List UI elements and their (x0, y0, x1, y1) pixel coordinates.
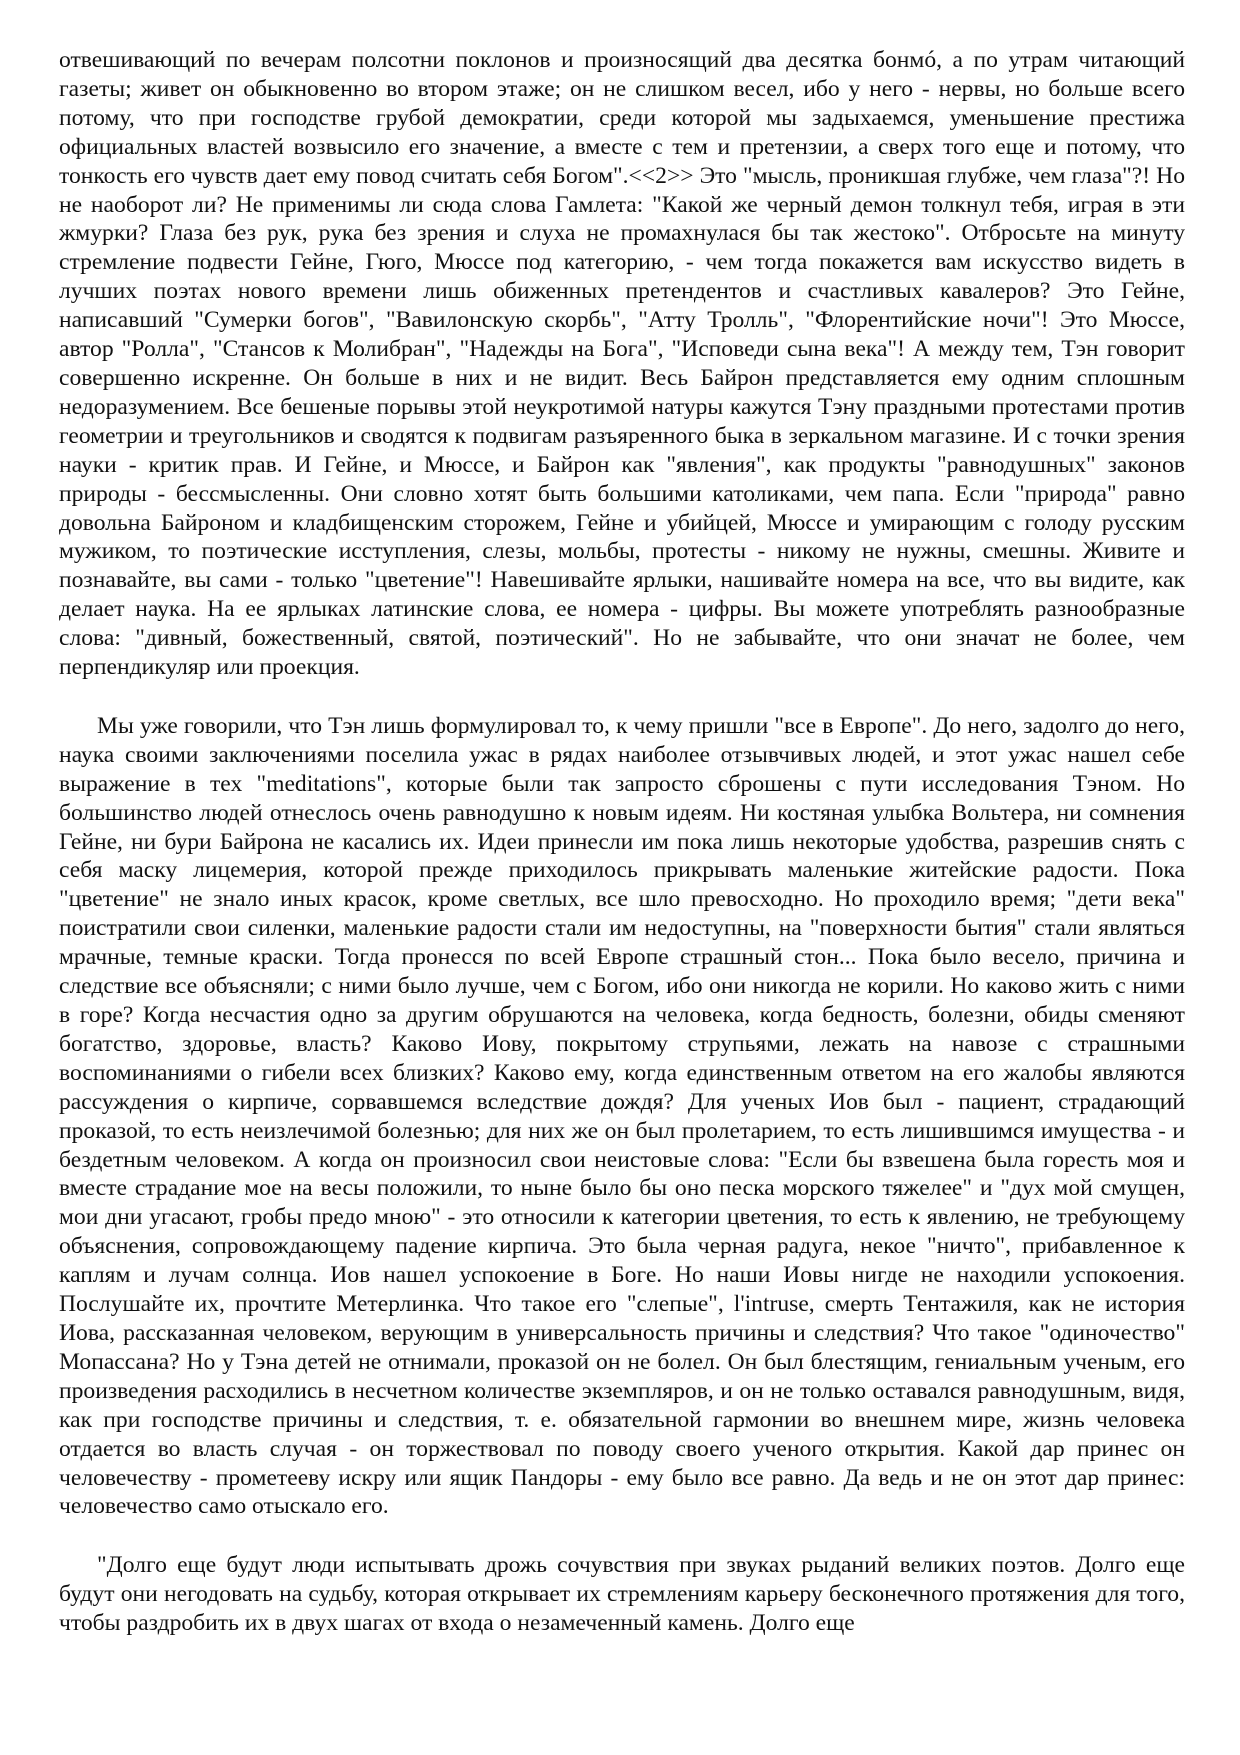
document-page (59, 46, 1185, 1638)
paragraph-3: "Долго еще будут люди испытывать дрожь сочувствия при звуках рыданий великих поэтов. Долго еще будут они негодовать на судьбу, которая открывает их стремлениям карьеру бесконечного протяжения для того, чтобы раздробить их в двух шагах от входа о незамеченный камень. Долго еще (59, 1552, 1185, 1637)
paragraph-1: отвешивающий по вечерам полсотни поклонов и произносящий два десятка бонмó, а по утрам читающий газеты; живет он обыкновенно во втором этаже; он не слишком весел, ибо у него - нервы, но больше всего потому, что при господстве грубой демократии, среди которой мы задыхаемся, уменьшение престижа официальных властей возвысило его значение, а вместе с тем и претензии, а сверх того еще и потому, что тонкость его чувств дает ему повод считать себя Богом".<<2>> Это "мысль, проникшая глубже, чем глаза"?! Но не наоборот ли? Не применимы ли сюда слова Гамлета: "Какой же черный демон толкнул тебя, играя в эти жмурки? Глаза без рук, рука без зрения и слуха не промахнулася бы так жестоко". Отбросьте на минуту стремление подвести Гейне, Гюго, Мюссе под категорию, - чем тогда покажется вам искусство видеть в лучших поэтах нового времени лишь обиженных претендентов и счастливых кавалеров? Это Гейне, написавший "Сумерки богов", "Вавилонскую скорбь", "Атту Тролль", "Флорентийские ночи"! Это Мюссе, автор "Ролла", "Стансов к Молибран", "Надежды на Бога", "Исповеди сына века"! А между тем, Тэн говорит совершенно искренне. Он больше в них и не видит. Весь Байрон представляется ему одним сплошным недоразумением. Все бешеные порывы этой неукротимой натуры кажутся Тэну праздными протестами против геометрии и треугольников и сводятся к подвигам разъяренного быка в зеркальном магазине. И с точки зрения науки - критик прав. И Гейне, и Мюссе, и Байрон как "явления", как продукты "равнодушных" законов природы - бессмысленны. Они словно хотят быть большими католиками, чем папа. Если "природа" равно довольна Байроном и кладбищенским сторожем, Гейне и убийцей, Мюссе и умирающим с голоду русским мужиком, то поэтические исступления, слезы, мольбы, протесты - никому не нужны, смешны. Живите и познавайте, вы сами - только "цветение"! Навешивайте ярлыки, нашивайте номера на все, что вы видите, как делает наука. На ее ярлыках латинские слова, ее номера - цифры. Вы можете употреблять разнообразные слова: "дивный, божественный, святой, поэтический". Но не забывайте, что они значат не более, чем перпендикуляр или проекция. (59, 47, 1185, 681)
paragraph-2: Мы уже говорили, что Тэн лишь формулировал то, к чему пришли "все в Европе". До него, задолго до него, наука своими заключениями поселила ужас в рядах наиболее отзывчивых людей, и этот ужас нашел себе выражение в тех "meditations", которые были так запросто сброшены с пути исследования Тэном. Но большинство людей отнеслось очень равнодушно к новым идеям. Ни костяная улыбка Вольтера, ни сомнения Гейне, ни бури Байрона не касались их. Идеи принесли им пока лишь некоторые удобства, разрешив снять с себя маску лицемерия, которой прежде приходилось прикрывать маленькие житейские радости. Пока "цветение" не знало иных красок, кроме светлых, все шло превосходно. Но проходило время; "дети века" поистратили свои силенки, маленькие радости стали им недоступны, на "поверхности бытия" стали являться мрачные, темные краски. Тогда пронесся по всей Европе страшный стон... Пока было весело, причина и следствие все объясняли; с ними было лучше, чем с Богом, ибо они никогда не корили. Но каково жить с ними в горе? Когда несчастия одно за другим обрушаются на человека, когда бедность, болезни, обиды сменяют богатство, здоровье, власть? Каково Иову, покрытому струпьями, лежать на навозе с страшными воспоминаниями о гибели всех близких? Каково ему, когда единственным ответом на его жалобы являются рассуждения о кирпиче, сорвавшемся вследствие дождя? Для ученых Иов был - пациент, страдающий проказой, то есть неизлечимой болезнью; для них же он был пролетарием, то есть лишившимся имущества - и бездетным человеком. А когда он произносил свои неистовые слова: "Если бы взвешена была горесть моя и вместе страдание мое на весы положили, то ныне было бы оно песка морского тяжелее" и "дух мой смущен, мои дни угасают, гробы предо мною" - это относили к категории цветения, то есть к явлению, не требующему объяснения, сопровождающему падение кирпича. Это была черная радуга, некое "ничто", прибавленное к каплям и лучам солнца. Иов нашел успокоение в Боге. Но наши Иовы нигде не находили успокоения. Послушайте их, прочтите Метерлинка. Что такое его "слепые", l'intruse, смерть Тентажиля, как не история Иова, рассказанная человеком, верующим в универсальность причины и следствия? Что такое "одиночество" Мопассана? Но у Тэна детей не отнимали, проказой он не болел. Он был блестящим, гениальным ученым, его произведения расходились в несчетном количестве экземпляров, и он не только оставался равнодушным, видя, как при господстве причины и следствия, т. е. обязательной гармонии во внешнем мире, жизнь человека отдается во власть случая - он торжествовал по поводу своего ученого открытия. Какой дар принес он человечеству - прометееву искру или ящик Пандоры - ему было все равно. Да ведь и не он этот дар принес: человечество само отыскало его. (59, 712, 1185, 1520)
paragraph-spacer (59, 1521, 1185, 1551)
paragraph-spacer (59, 682, 1185, 712)
